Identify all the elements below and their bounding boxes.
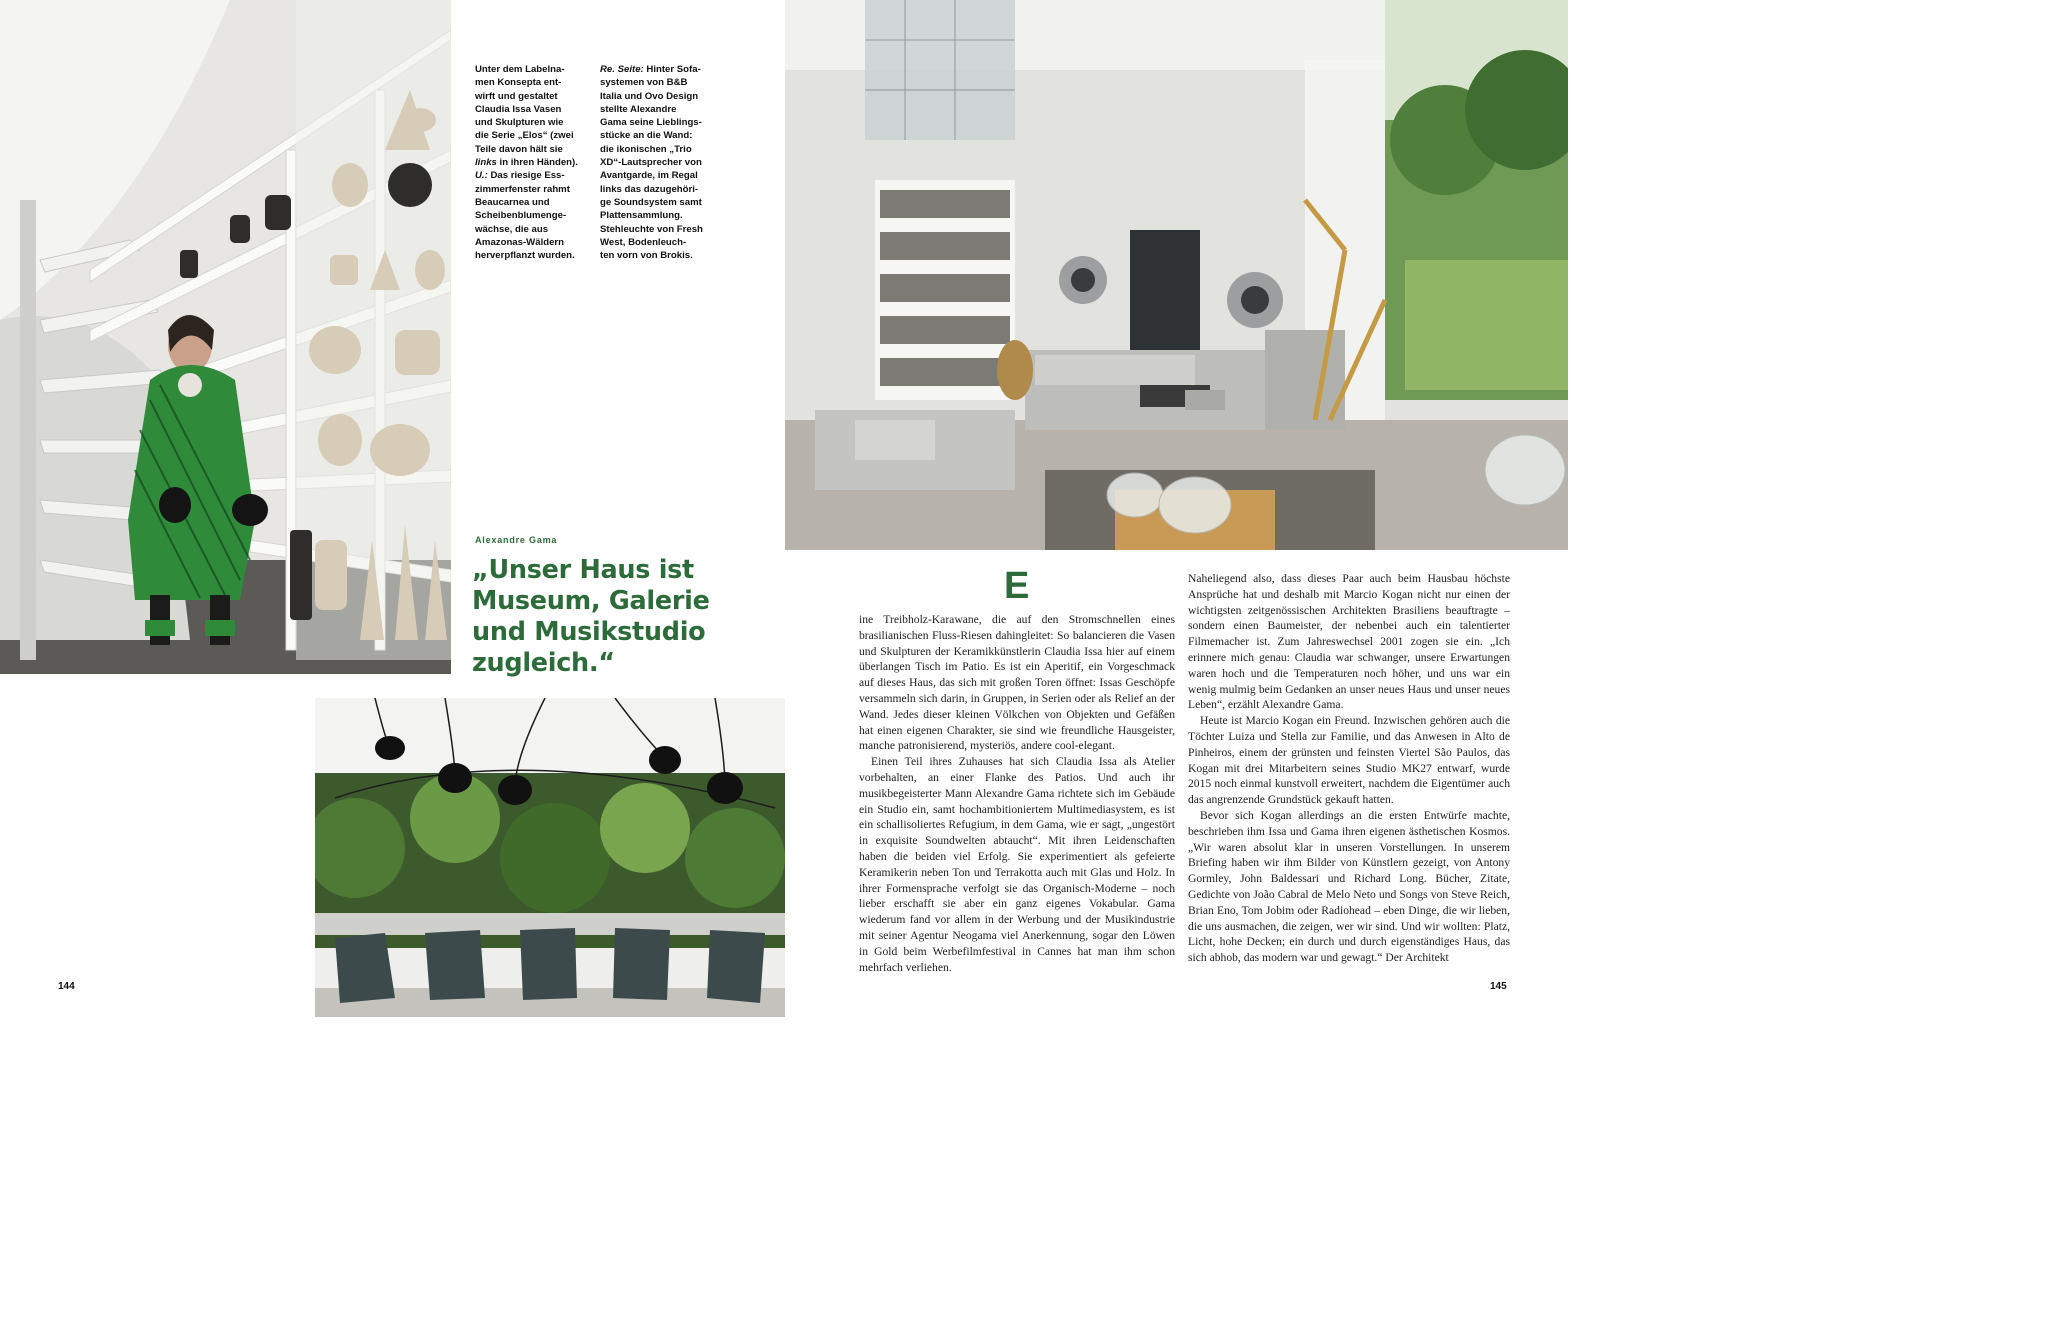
article-paragraph: Bevor sich Kogan allerdings an die ersten Entwürfe machte, beschrieben ihm Issa und Gama ihren eigenen ästhetischen Kosmos. „Wir waren absolut klar in unseren Vorstellungen. In unserem Briefing haben wir ihm Bilder von Künstlern gezeigt, von Antony Gormley, John Baldessari und Richard Long. Bücher, Zitate, Gedichte von João Cabral de Melo Neto und Songs von Steve Reich, Brian Eno, Tom Jobim oder Radiohead – eben Dinge, die wir lieben, die uns ausmachen, die zeigen, wer wir sind. Und wir wollten: Platz, Licht, hohe Decken; ein durch und durch eigenständiges Haus, das sich abhob, das modern war und gewagt.“ Der Architekt [1188,808,1510,965]
article-paragraph: ine Treibholz-Karawane, die auf den Stromschnellen eines brasilianischen Fluss-Riesen dahingleitet: So balancieren die Vasen und Skulpturen der Keramikkünstlerin Claudia Issa hier auf einem überlangen Tisch im Patio. Es ist ein Aperitif, ein Vorgeschmack auf dieses Haus, das sich mit großen Toren öffnet: Issas Geschöpfe versammeln sich darin, in Gruppen, in Serien oder als Relief an der Wand. Jedes dieser kleinen Völkchen von Objekten und Gefäßen hat einen eigenen Charakter, sie sind wie freundliche Hausgeister, manche patronisierend, mysteriös, andere cool-elegant. [859,613,1175,753]
caption-left-text-1: Unter dem Labelna- men Konsepta ent- wirft und gestaltet Claudia Issa Vasen und Skulpturen wie die Serie „Elos“ (zwei Teile davon hält sie [475,64,574,155]
article-column-left [859,612,1175,975]
quote-byline: Alexandre Gama [475,535,558,545]
article-column-right [1188,571,1510,966]
caption-left-italic-1: links [475,157,497,169]
pull-quote: „Unser Haus ist Museum, Galerie und Musikstudio zugleich.“ [472,555,710,678]
page-number-left: 144 [58,981,75,992]
caption-left-text-3: Das riesige Ess- zimmerfenster rahmt Beaucarnea und Scheibenblumenge- wächse, die aus Amazonas-Wäldern herverpflanzt wurden. [475,170,575,262]
caption-left-text-2: in ihren Händen). [499,157,578,169]
photo-dining-patio [315,698,785,1017]
photo-ceramics-shelf [0,0,451,674]
caption-left-italic-2: U.: [475,170,488,182]
article-paragraph: Heute ist Marcio Kogan ein Freund. Inzwischen gehören auch die Töchter Luiza und Stella zur Familie, und das Anwesen in Alto de Pinheiros, einem der grünsten und feinsten Viertel São Paulos, das Kogan mit drei Mitarbeitern seines Studio MK27 entwarf, wurde 2015 noch einmal kunstvoll erweitert, nachdem die Eigentümer auch das angrenzende Grundstück gekauft hatten. [1188,714,1510,807]
photo-caption-right [600,63,718,262]
article-paragraph: Einen Teil ihres Zuhauses hat sich Claudia Issa als Atelier vorbehalten, an einer Flanke des Patios. Und auch ihr musikbegeisterter Mann Alexandre Gama richtete sich im Gebäude ein Studio ein, samt hochambitioniertem Multimediasystem, es ist ein schallisoliertes Refugium, in dem Gama, wie er sagt, „ungestört in exquisite Soundwelten abtaucht“. Mit ihren Leidenschaften haben die beiden viel Erfolg. Sie experimentiert als gefeierte Keramikerin neben Ton und Terrakotta auch mit Glas und Holz. In ihrer Formensprache verfolgt sie das Organisch-Moderne – noch lieber erschafft sie aber ein ganz eigenes Vokabular. Gama wiederum fand vor allem in der Werbung und der Musikindustrie mit seiner Agentur Neogama viel Anerkennung, sogar den Löwen in Gold beim Werbefilmfestival in Cannes hat man ihm schon mehrfach verliehen. [859,755,1175,974]
article-paragraph: Naheliegend also, dass dieses Paar auch beim Hausbau höchste Ansprüche hat und deshalb mit Marcio Kogan nicht nur einen der wichtigsten zeitgenössischen Architekten Brasiliens beauftragte – sondern einen Baumeister, der nebenbei auch ein talentierter Filmemacher ist. Zum Jahreswechsel 2001 zogen sie ein. „Ich erinnere mich genau: Claudia war schwanger, unsere Erwartungen waren hoch und die Temperaturen noch höher, und uns war ein wenig mulmig beim Gedanken an unser neues Haus und unser neues Leben“, erzählt Alexandre Gama. [1188,572,1510,712]
caption-right-text-1: Hinter Sofa- systemen von B&B Italia und Ovo Design stellte Alexandre Gama seine Lieblings- stücke an die Wand: die ikonischen „Trio XD“-Lautsprecher von Avantgarde, im Regal links das dazugehöri- ge Soundsystem samt Plattensammlung. Stehleuchte von Fresh West, Bodenleuch- ten vorn von Brokis. [600,64,703,262]
page-number-right: 145 [1490,981,1507,992]
caption-right-italic-1: Re. Seite: [600,64,644,75]
photo-living-room [785,0,1568,550]
photo-caption-left [475,63,593,262]
drop-cap: E [1004,565,1030,607]
